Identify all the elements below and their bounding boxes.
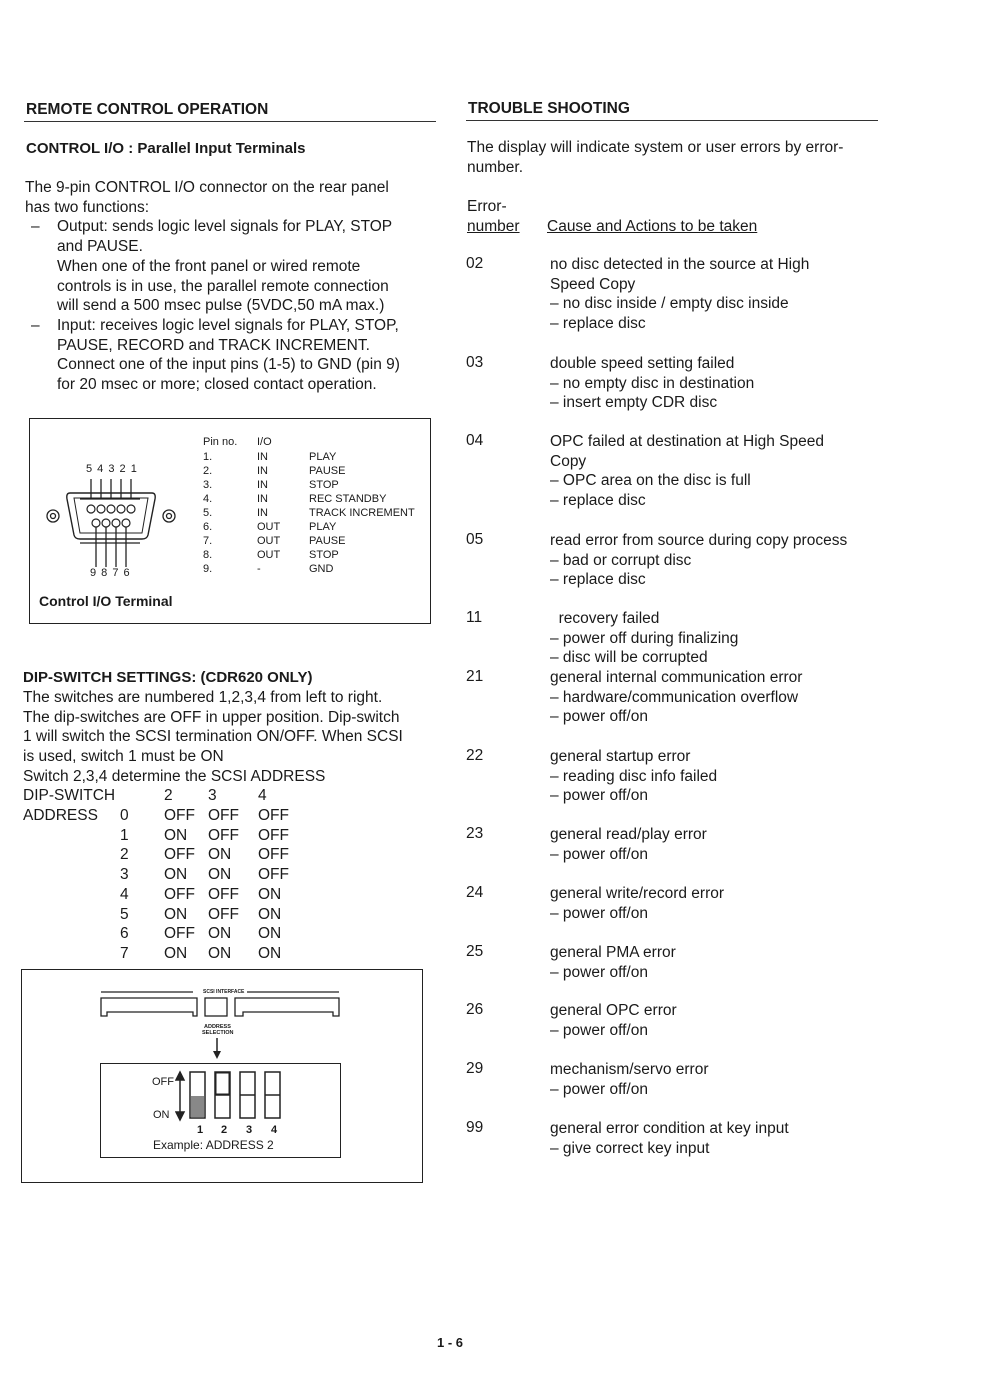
error-description-line: Copy — [550, 452, 587, 470]
error-description-line: read error from source during copy process — [550, 532, 848, 549]
trouble-shooting-intro: The display will indicate system or user errors by error- number. — [467, 139, 844, 176]
dip-table-cell-s3: OFF — [208, 885, 239, 903]
error-description — [550, 943, 676, 982]
error-description-line: – OPC area on the disc is full — [550, 472, 751, 490]
pin-table-cell-pin: 2. — [203, 465, 213, 477]
pin-table-cell-func: PAUSE — [309, 535, 346, 547]
error-description-line: – power off/on — [550, 1080, 648, 1098]
error-description-line: – no empty disc in destination — [550, 374, 755, 392]
error-description-line: general OPC error — [550, 1002, 677, 1019]
error-description-line: – power off/on — [550, 787, 648, 805]
dip-table-header-2: 2 — [164, 787, 173, 804]
error-number: 29 — [466, 1060, 484, 1077]
error-description — [550, 668, 802, 727]
error-description-line: general startup error — [550, 748, 691, 765]
switch-number-4: 4 — [271, 1124, 278, 1136]
error-description-line: mechanism/servo error — [550, 1061, 709, 1078]
dip-table-cell-addr: 2 — [120, 846, 129, 864]
dip-table-cell-addr: 4 — [120, 885, 129, 903]
dip-table-cell-s2: ON — [164, 905, 188, 923]
error-description — [550, 531, 847, 590]
top-pin-numbers: 5 4 3 2 1 — [86, 463, 138, 475]
dip-table-cell-s4: ON — [258, 944, 282, 962]
dip-table-cell-addr: 5 — [120, 905, 129, 923]
pin-table-cell-pin: 6. — [203, 521, 213, 533]
error-description-line: recovery failed — [550, 610, 660, 627]
dip-switch-description: The switches are numbered 1,2,3,4 from left to right. The dip-switches are OFF in upper position. Dip-switch 1 will switch the SCSI termination ON/OFF. When SCSI is used, switch 1 must be ON Switch 2,3,4 determine the SCSI ADDRESS — [23, 689, 403, 785]
error-number: 05 — [466, 531, 484, 548]
error-description — [550, 255, 809, 334]
error-number: 22 — [466, 747, 484, 764]
dip-table-cell-s3: OFF — [208, 826, 239, 844]
error-description — [550, 1001, 677, 1040]
pin-table-cell-func: TRACK INCREMENT — [309, 507, 415, 519]
pin-table-cell-io: IN — [257, 493, 268, 505]
address-selection-label-1: ADDRESS — [204, 1024, 231, 1030]
dip-table-cell-s4: ON — [258, 905, 282, 923]
pin-table-header-pin: Pin no. — [203, 436, 238, 448]
pin-table-cell-pin: 7. — [203, 535, 213, 547]
dip-table-cell-s2: OFF — [164, 925, 195, 943]
dip-table-cell-s3: ON — [208, 866, 232, 884]
dip-table-cell-s2: OFF — [164, 885, 195, 903]
error-description-line: general error condition at key input — [550, 1120, 789, 1137]
db9-connector-icon — [40, 479, 200, 571]
section-heading-trouble-shooting: TROUBLE SHOOTING — [468, 100, 630, 117]
error-description — [550, 354, 754, 413]
error-description-line: – power off/on — [550, 708, 648, 726]
dip-table-cell-s3: ON — [208, 944, 232, 962]
pin-table-cell-pin: 4. — [203, 493, 213, 505]
dip-table-cell-s2: OFF — [164, 807, 195, 824]
dip-table-cell-s4: OFF — [258, 807, 289, 824]
dip-table-header-4: 4 — [258, 787, 267, 804]
dip-table-cell-s4: OFF — [258, 846, 289, 864]
switch-number-2: 2 — [221, 1124, 228, 1136]
error-number: 03 — [466, 354, 484, 371]
error-description — [550, 747, 717, 806]
pin-table-cell-io: IN — [257, 451, 268, 463]
pin-table-cell-func: STOP — [309, 479, 339, 491]
arrow-down-icon — [212, 1038, 222, 1060]
error-description-line: Speed Copy — [550, 275, 636, 293]
control-io-description: The 9-pin CONTROL I/O connector on the rear panel has two functions: – Output: sends logic level signals for PLAY, STOP and PAUSE. When one of the front panel or wired remote controls is in use, the parallel remote connection will send a 500 msec pulse (5VDC,50 mA max.) – Input: receives logic level signals for PLAY, STOP, PAUSE, RECORD and TRACK INCREMENT. Connect one of the input pins (1-5) to GND (pin 9) for 20 msec or more; closed contact operation. — [25, 178, 445, 395]
heading-rule-left — [24, 121, 436, 122]
dip-table-cell-s2: ON — [164, 826, 188, 844]
dip-table-cell-s3: ON — [208, 846, 232, 864]
error-description — [550, 1060, 709, 1099]
output-item: – Output: sends logic level signals for PLAY, STOP and PAUSE. When one of the front panel or wired remote controls is in use, the parallel remote connection will send a 500 msec pulse (5VDC,50 mA max.) — [31, 218, 393, 315]
dip-table-cell-addr: 0 — [120, 807, 129, 824]
page-number: 1 - 6 — [437, 1335, 464, 1350]
pin-table-cell-io: OUT — [257, 521, 281, 533]
pin-table-cell-func: GND — [309, 563, 334, 575]
off-label: OFF — [152, 1076, 174, 1088]
address-label: ADDRESS — [23, 807, 98, 824]
error-description-line: general PMA error — [550, 944, 676, 961]
pin-table-cell-io: IN — [257, 479, 268, 491]
dip-table-cell-s4: ON — [258, 925, 282, 943]
figure-caption: Control I/O Terminal — [39, 593, 173, 609]
on-label: ON — [153, 1109, 170, 1121]
error-description-line: double speed setting failed — [550, 355, 735, 372]
error-number-header: Error- number — [467, 198, 520, 235]
dip-switch-heading: DIP-SWITCH SETTINGS: (CDR620 ONLY) — [23, 669, 313, 686]
pin-table-cell-pin: 5. — [203, 507, 213, 519]
scsi-address-figure — [21, 969, 423, 1183]
example-caption: Example: ADDRESS 2 — [153, 1138, 274, 1152]
switch-number-1: 1 — [197, 1124, 204, 1136]
pin-table-cell-pin: 3. — [203, 479, 213, 491]
pin-table-cell-func: PAUSE — [309, 465, 346, 477]
subheading-control-io: CONTROL I/O : Parallel Input Terminals — [26, 140, 306, 157]
dip-table-cell-s3: OFF — [208, 807, 239, 824]
pin-table-cell-pin: 9. — [203, 563, 213, 575]
control-io-figure — [29, 418, 431, 624]
bottom-pin-numbers: 9 8 7 6 — [90, 567, 131, 579]
dip-table-cell-addr: 7 — [120, 944, 129, 962]
dip-table-cell-s3: OFF — [208, 905, 239, 923]
pin-table-cell-io: IN — [257, 507, 268, 519]
pin-table-cell-io: IN — [257, 465, 268, 477]
pin-table-cell-func: PLAY — [309, 451, 337, 463]
error-number: 25 — [466, 943, 484, 960]
dip-table-cell-addr: 3 — [120, 866, 129, 884]
error-description — [550, 825, 707, 864]
dip-switch-example-box — [100, 1063, 341, 1158]
dip-table-cell-addr: 1 — [120, 826, 129, 844]
heading-rule-right — [466, 120, 878, 121]
error-description-line: – hardware/communication overflow — [550, 688, 799, 706]
scsi-interface-label: SCSI INTERFACE — [203, 989, 245, 995]
error-description — [550, 1119, 789, 1158]
error-description-line: – replace disc — [550, 492, 646, 510]
dip-table-cell-s3: ON — [208, 925, 232, 943]
error-description-line: – bad or corrupt disc — [550, 551, 692, 569]
error-number: 99 — [466, 1119, 484, 1136]
error-description-line: general read/play error — [550, 826, 707, 843]
dip-table-cell-s2: ON — [164, 944, 188, 962]
pin-table-cell-io: OUT — [257, 549, 281, 561]
error-description-line: – power off/on — [550, 963, 648, 981]
error-description — [550, 609, 738, 668]
error-description-line: – disc will be corrupted — [550, 649, 708, 667]
pin-table-cell-func: PLAY — [309, 521, 337, 533]
dip-table-cell-s4: OFF — [258, 826, 289, 844]
error-description-line: – no disc inside / empty disc inside — [550, 295, 789, 313]
dip-table-cell-s4: OFF — [258, 866, 289, 884]
error-description-line: – power off during finalizing — [550, 629, 739, 647]
pin-table-cell-func: REC STANDBY — [309, 493, 387, 505]
pin-table-header-io: I/O — [257, 436, 272, 448]
error-description-line: – give correct key input — [550, 1139, 710, 1157]
error-number: 04 — [466, 432, 484, 449]
dip-table-cell-s2: OFF — [164, 846, 195, 864]
error-description-line: no disc detected in the source at High — [550, 256, 810, 273]
error-description — [550, 432, 824, 511]
dip-table-header-3: 3 — [208, 787, 217, 804]
dip-table-cell-s2: ON — [164, 866, 188, 884]
error-description-line: OPC failed at destination at High Speed — [550, 433, 825, 450]
error-number: 11 — [466, 609, 483, 626]
address-selection-label-2: SELECTION — [202, 1030, 234, 1036]
pin-table-cell-pin: 1. — [203, 451, 213, 463]
dip-table-label: DIP-SWITCH — [23, 787, 116, 804]
switch-number-3: 3 — [246, 1124, 253, 1136]
error-description-line: – insert empty CDR disc — [550, 394, 718, 412]
section-heading-remote-control: REMOTE CONTROL OPERATION — [26, 101, 269, 118]
error-description-line: general internal communication error — [550, 669, 803, 686]
error-description-line: – replace disc — [550, 315, 646, 333]
pin-table-cell-io: - — [257, 563, 261, 575]
pin-table-cell-func: STOP — [309, 549, 339, 561]
pin-table-cell-pin: 8. — [203, 549, 213, 561]
error-description — [550, 884, 724, 923]
error-description-line: – power off/on — [550, 1021, 648, 1039]
error-number: 23 — [466, 825, 484, 842]
cause-actions-header: Cause and Actions to be taken — [547, 218, 758, 235]
error-number: 21 — [466, 668, 484, 685]
error-number: 26 — [466, 1001, 484, 1018]
dip-switch-icon — [175, 1068, 295, 1124]
error-description-line: – power off/on — [550, 904, 648, 922]
error-description-line: – replace disc — [550, 571, 646, 589]
pin-table-cell-io: OUT — [257, 535, 281, 547]
dip-table-cell-s4: ON — [258, 885, 282, 903]
error-description-line: – power off/on — [550, 845, 648, 863]
error-number: 02 — [466, 255, 484, 272]
error-number: 24 — [466, 884, 484, 901]
dip-table-cell-addr: 6 — [120, 925, 129, 943]
error-description-line: – reading disc info failed — [550, 767, 718, 785]
error-description-line: general write/record error — [550, 885, 725, 902]
input-item: – Input: receives logic level signals for PLAY, STOP, PAUSE, RECORD and TRACK INCREMENT. Connect one of the input pins (1-5) to GND (pin 9) for 20 msec or more; closed contact operation. — [31, 316, 400, 394]
